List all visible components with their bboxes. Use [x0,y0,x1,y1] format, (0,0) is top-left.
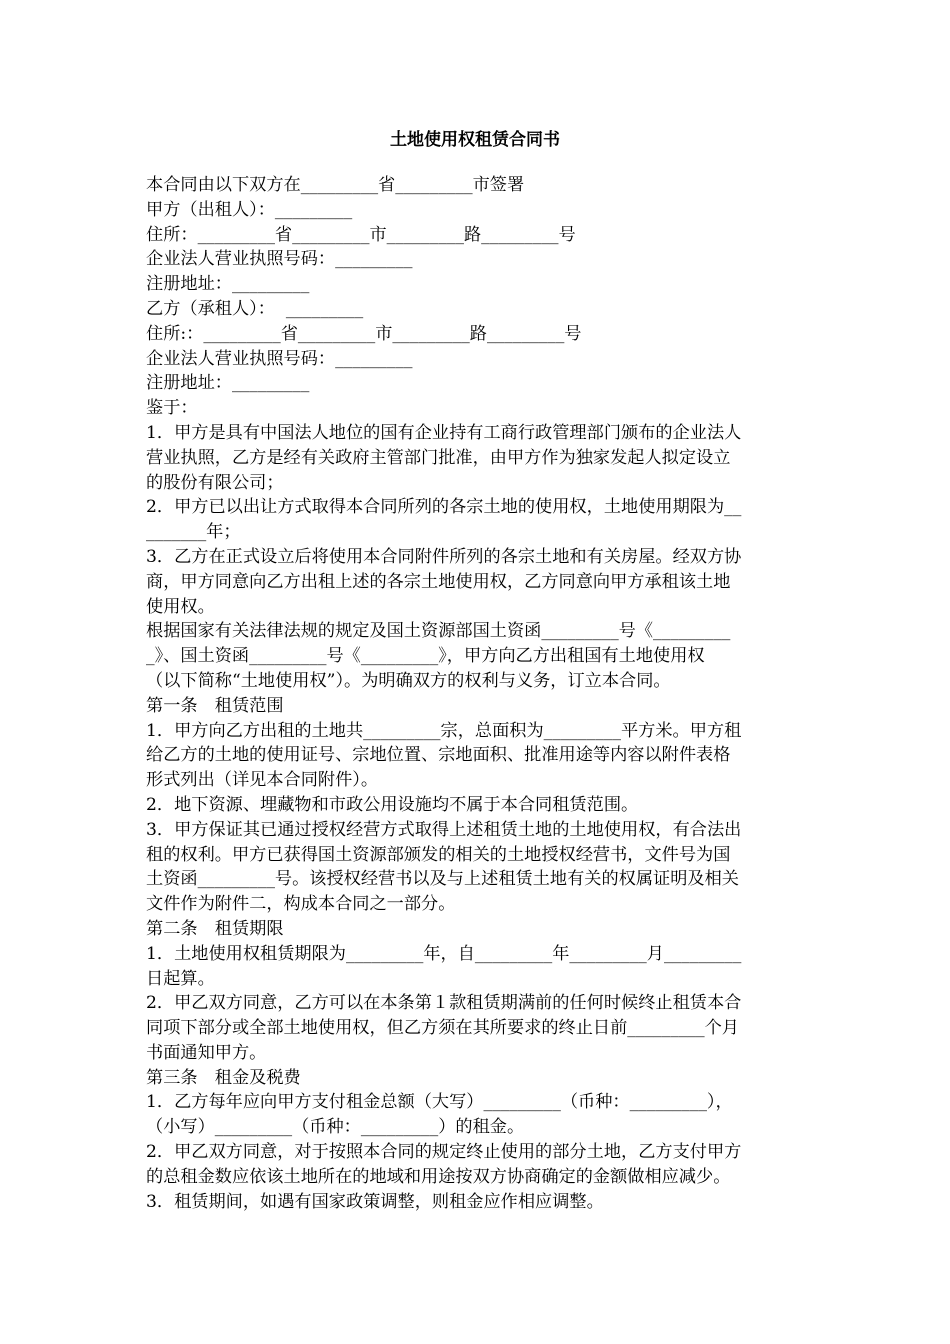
contract-line: 2．甲方已以出让方式取得本合同所列的各宗土地的使用权，土地使用期限为__ [146,497,742,518]
contract-line: _》、国土资函_________号《_________》，甲方向乙方出租国有土地使用权 [146,646,705,667]
contract-line: 的股份有限公司； [146,472,284,493]
contract-line: _______年； [146,522,241,543]
contract-line: 3．甲方保证其已通过授权经营方式取得上述租赁土地的土地使用权，有合法出 [146,819,742,840]
contract-line: 营业执照，乙方是经有关政府主管部门批准，由甲方作为独家发起人拟定设立 [146,447,731,468]
contract-line: 形式列出（详见本合同附件）。 [146,770,379,791]
contract-line: 2．地下资源、埋藏物和市政公用设施均不属于本合同租赁范围。 [146,794,639,815]
contract-line: 2．甲乙双方同意，乙方可以在本条第１款租赁期满前的任何时候终止租赁本合 [146,993,742,1014]
contract-line: 书面通知甲方。 [146,1042,267,1063]
contract-line: 3．租赁期间，如遇有国家政策调整，则租金应作相应调整。 [146,1191,604,1212]
contract-line: 1．甲方向乙方出租的土地共_________宗，总面积为_________平方米。甲方租 [146,720,742,741]
contract-line: 第二条 租赁期限 [146,918,284,939]
contract-line: 鉴于： [146,398,198,419]
contract-line: 企业法人营业执照号码：_________ [146,249,413,270]
contract-line: 本合同由以下双方在_________省_________市签署 [146,175,525,195]
contract-line: 商，甲方同意向乙方出租上述的各宗土地使用权，乙方同意向甲方承租该土地 [146,571,731,592]
contract-line: （以下简称“土地使用权”）。为明确双方的权利与义务，订立本合同。 [146,670,671,691]
contract-line: 1．乙方每年应向甲方支付租金总额（大写）_________（币种：_________）， [146,1092,733,1113]
contract-line: 1．土地使用权租赁期限为_________年，自_________年_________月_________ [146,943,742,964]
contract-line: 使用权。 [146,596,215,617]
contract-line: 日起算。 [146,968,215,989]
contract-line: 第一条 租赁范围 [146,695,284,716]
contract-line: 2．甲乙双方同意，对于按照本合同的规定终止使用的部分土地，乙方支付甲方 [146,1142,742,1163]
contract-line: 租的权利。甲方已获得国土资源部颁发的相关的土地授权经营书，文件号为国 [146,844,731,865]
contract-body [146,173,810,1214]
contract-line: 3．乙方在正式设立后将使用本合同附件所列的各宗土地和有关房屋。经双方协 [146,546,742,567]
contract-line: 根据国家有关法律法规的规定及国土资源部国土资函_________号《_________ [146,621,731,642]
contract-line: 注册地址：_________ [146,373,310,394]
contract-line: （小写）_________（币种：_________）的租金。 [146,1117,525,1138]
contract-line: 注册地址：_________ [146,274,310,295]
document-title: 土地使用权租赁合同书 [390,130,560,150]
contract-line: 1．甲方是具有中国法人地位的国有企业持有工商行政管理部门颁布的企业法人 [146,422,742,443]
contract-line: 土资函_________号。该授权经营书以及与上述租赁土地有关的权属证明及相关 [146,869,739,890]
contract-line: 企业法人营业执照号码：_________ [146,348,413,369]
contract-line: 文件作为附件二，构成本合同之一部分。 [146,894,456,915]
contract-line: 给乙方的土地的使用证号、宗地位置、宗地面积、批准用途等内容以附件表格 [146,745,731,766]
contract-line: 乙方（承租人）： _________ [146,298,364,319]
contract-line: 住所：_________省_________市_________路_________号 [146,224,576,245]
contract-line: 住所:：_________省_________市_________路_________号 [146,323,582,344]
contract-line: 甲方（出租人）：_________ [146,199,353,220]
contract-line: 的总租金数应依该土地所在的地域和用途按双方协商确定的金额做相应减少。 [146,1166,731,1187]
contract-line: 同项下部分或全部土地使用权，但乙方须在其所要求的终止日前_________个月 [146,1018,739,1039]
contract-line: 第三条 租金及税费 [146,1067,301,1088]
